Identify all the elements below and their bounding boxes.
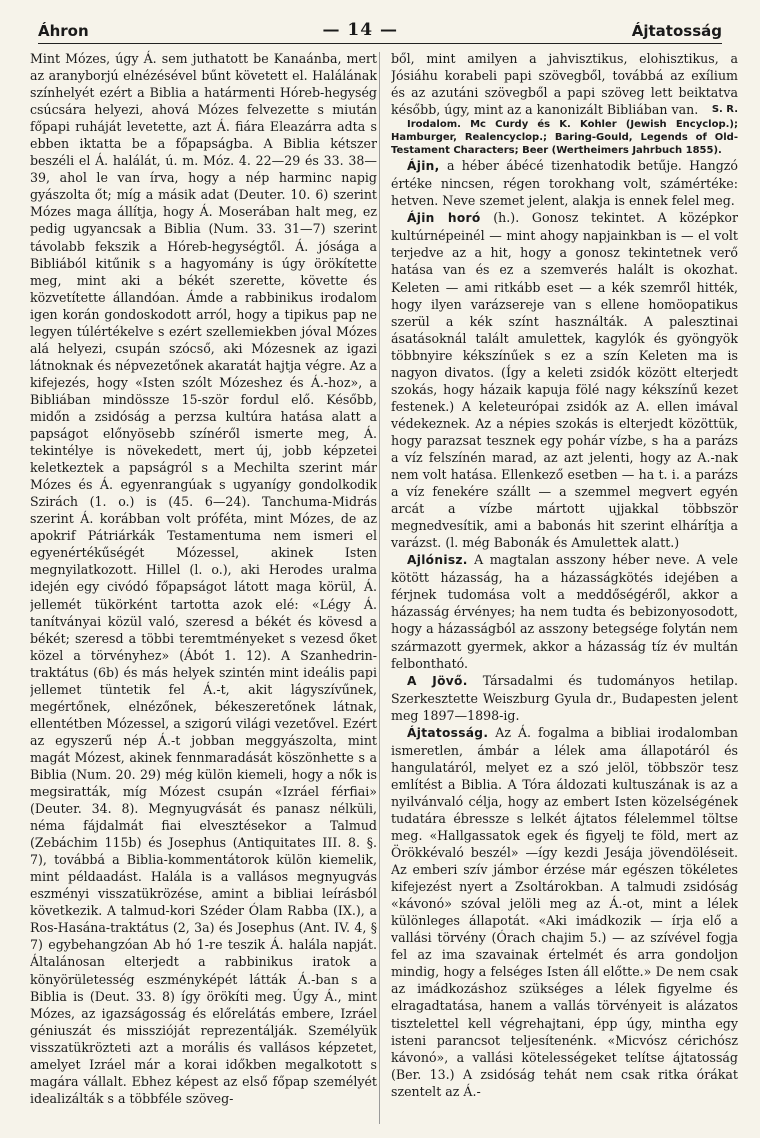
entry-headword: Ájin, bbox=[407, 159, 440, 174]
entry-text: Az Á. fogalma a bibliai irodalomban ismeretlen, ámbár a lélek ama állapotáról és hangulatáról, melyet ez a szó jelöl, többször tesz említést a Biblia. A Tóra áldozati kultuszának is az a nyilvánvaló célja, hogy az embert Isten közelségének tudatára ébressze s lelkét ájtatos félelemmel töltse meg. «Hallgassatok egek és figyelj te föld, mert az Örökkévaló beszél» —így kezdi Jesája jövendöléseit. Az emberi szív jámbor érzése már egészen tökéletes kifejezést nyert a Zsoltárokban. A talmudi zsidóság «kávonó» szóval jelöli meg az Á.-ot, mint a lélek különleges állapotát. «Aki imádkozik — írja elő a vallási törvény (Órach chajim 5.) — az szívével fogja fel az ima szavainak értelmét és arra gondoljon mindig, hogy a felséges Isten áll előtte.» De nem csak az imádkozáshoz szükséges a lélek figyelme és elragadtatása, hanem a vallás törvényeit is alázatos tisztelettel kell végrehajtani, épp úgy, mintha egy isteni parancsot teljesítenénk. «Micvósz cérichósz kávonó», a vallási kötelességeket telítse ájtatosság (Ber. 13.) A zsidóság tehát nem csak ritka órákat szentelt az Á.- bbox=[391, 724, 738, 1099]
entry-headword: A Jövő. bbox=[407, 673, 468, 688]
paragraph-text: Mint Mózes, úgy Á. sem juthatott be Kanaánba, mert az aranyborjú elnézésével bűnt követett el. Halálának színhelyét ezért a Biblia a határmenti Hóreb-hegység csúcsára helyezi, ahová Mózes felvezette s miután főpapi ruháját levetette, azt Á. fiára Eleazárra adta s ebben iktatta be a főpapságba. A Biblia kétszer beszéli el Á. halálát, ú. m. Móz. 4. 22—29 és 33. 38—39, ahol le van írva, hogy a nép harminc napig gyászolta őt; míg a másik adat (Deuter. 10. 6) szerint Mózes maga állítja, hogy Á. Moserában halt meg, ez pedig ugyancsak a Biblia (Num. 33. 31—7) szerint távolabb fekszik a Hóreb-hegységtől. Á. jósága a Bibliából kitűnik s a hagyomány is úgy örökítette meg, mint aki a békét szerette, követte és közvetítette állandóan. Ámde a rabbinikus irodalom igen korán gondoskodott arról, hogy a tipikus pap ne legyen túlértékelve s ezért szellemiekben jóval Mózes alá helyezi, csupán szócső, aki Mózesnek az igazi látnoknak és népvezetőnek akaratát hajtja végre. Az a kifejezés, hogy «Isten szólt Mózeshez és Á.-hoz», a Bibliában mindössze 15-ször fordul elő. Később, midőn a zsidóság a perzsa kultúra hatása alatt a papságot előnyösebb színéről ismerte meg, Á. tekintélye is növekedett, mert új, jobb képzetei keletkeztek a papságról s a Mechilta szerint már Mózes és Á. egyenrangúak s ugyanígy gondolkodik Szirách (1. o.) is (45. 6—24). Tanchuma-Midrás szerint Á. korábban volt próféta, mint Mózes, de az apokrif Pátriárkák Testamentuma nem ismeri el egyenértékűségét Mózessel, akinek Isten megnyilatkozott. Hillel (l. o.), aki Herodes uralma idején egy civódó főpapságot látott maga körül, Á. jellemét tükörként tartotta azok elé: «Légy Á. tanítványai közül való, szeresd a békét és kövesd a békét; szeresd a többi teremtményeket s vezesd őket közel a törvényhez» (Ábót 1. 12). A Szanhedrin-traktátus (6b) és más helyek szintén mint ideális papi jellemet tüntetik fel Á.-t, akit lágyszívűnek, megértőnek, elnézőnek, békeszeretőnek látnak, ellentétben Mózessel, a szigorú világi vezetővel. Ezért az egyszerű nép Á.-t jobban meggyászolta, mint magát Mózest, akinek fennmaradását köszönhette s a Biblia (Num. 20. 29) még külön kiemeli, hogy a nők is megsiratták, míg Mózest csupán «Izráel férfiai» (Deuter. 34. 8). Megnyugvását és panasz nélküli, néma fájdalmát fiai elvesztésekor a Talmud (Zebáchim 115b) és Josephus (Antiquitates III. 8. §. 7), továbbá a Biblia-kommentátorok külön kiemelik, mint példaadást. Halála is a vallásos megnyugvás eszményi visszatükrözése, amint a bibliai leírásból következik. A talmud-kori Széder Ólam Rabba (IX.), a Ros-Hasána-traktátus (2, 3a) és Josephus (Ant. IV. 4, § 7) egybehangzóan Ab hó 1-re teszik Á. halála napját. Általánosan elterjedt a rabbinikus iratok a könyörületesség eszményképét látták Á.-ban s a Biblia is (Deut. 33. 8) így örökíti meg. Úgy Á., mint Mózes, az igazságosság és előrelátás embere, Izráel géniuszát és misszióját reprezentálják. Személyük visszatükrözteti azt a morális és vallásos képzetet, amelyet Izráel már a korai időkben megalkotott s magára vállalt. Ebhez képest az első főpap személyét idealizálták s a többféle szöveg- bbox=[30, 51, 377, 1106]
entry-headword: Ájtatosság. bbox=[407, 725, 489, 740]
lexicon-entry bbox=[391, 724, 738, 1100]
page-header bbox=[38, 14, 722, 40]
lexicon-entry bbox=[391, 209, 738, 551]
continued-paragraph bbox=[391, 50, 738, 118]
page-number: — 14 — bbox=[322, 20, 398, 40]
author-signature: S. R. bbox=[711, 104, 738, 116]
entry-text: (h.). Gonosz tekintet. A középkor kultúrnépeinél — mint ahogy napjainkban is — el volt terjedve az a hit, hogy a gonosz tekintetnek verő hatása van és ez a szemverés halált is okozhat. Keleten — ami ritkább eset — a kék szemről hitték, hogy ilyen varázsereje van s ellene homöopatikus szerül a kék színt használták. A palesztinai ásatásoknál talált amulettek, kagylók és gyöngyök többnyire kékszínűek s ez a szín Keleten ma is nagyon divatos. (Így a keleti zsidók között elterjedt szokás, hogy házaik kapuja fölé nagy kékszínű kezet festenek.) A keleteurópai zsidók az A. ellen imával védekeznek. Az a népies szokás is elterjedt közöttük, hogy parazsat tesznek egy pohár vízbe, s ha a parázs a víz felszínén marad, az azt jelenti, hogy az A.-nak nem volt hatása. Ellenkező esetben — ha t. i. a parázs a víz fenekére szállt — a szemmel megvert egyén arcát a vízbe mártott ujjakkal többször megnedvesítik, ami a babonás hit szerint elhárítja a varázst. (l. még Babonák és Amulettek alatt.) bbox=[391, 210, 738, 551]
right-column bbox=[391, 50, 738, 1128]
lexicon-entry bbox=[391, 672, 738, 724]
entry-text: Társadalmi és tudományos hetilap. Szerkesztette Weiszburg Gyula dr., Budapesten jelent meg 1897—1898-ig. bbox=[391, 672, 738, 723]
lexicon-entry bbox=[391, 551, 738, 671]
continued-paragraph bbox=[30, 50, 377, 1107]
paragraph-text: ből, mint amilyen a jahvisztikus, elohisztikus, a Jósiáhu korabeli papi szövegből, továbbá az exílium és az azutáni szövegből a papi szöveg lett beiktatva később, úgy, mint az a kanonizált Bibliában van. bbox=[391, 51, 738, 118]
header-left-keyword: Áhron bbox=[38, 22, 89, 40]
lexicon-entry bbox=[391, 157, 738, 209]
entry-headword: Ájin horó bbox=[407, 211, 481, 226]
left-column bbox=[30, 50, 377, 1128]
entry-text: A magtalan asszony héber neve. A vele kötött házasság, ha a házasságkötés idejében a férjnek tudomása volt a meddőségéről, akkor a házasság érvényes; ha nem tudta és bebizonyosodott, hogy a házasságból az asszony betegsége folytán nem származott gyermek, akkor a házasság tíz év multán felbontható. bbox=[391, 552, 738, 671]
header-rule bbox=[38, 43, 722, 44]
text-columns bbox=[30, 50, 738, 1128]
header-right-keyword: Ájtatosság bbox=[631, 22, 722, 40]
bibliography-note: Irodalom. Mc Curdy és K. Kohler (Jewish Encyclop.); Hamburger, Realencyclop.; Baring-Gould, Legends of Old-Testament Characters; Beer (Wertheimers Jahrbuch 1855). bbox=[391, 119, 738, 157]
entry-text: a héber ábécé tizenhatodik betűje. Hangzó értéke nincsen, régen torokhang volt, számértéke: hetven. Neve szemet jelent, alakja is ennek felel meg. bbox=[391, 158, 738, 209]
entry-headword: Ajlónisz. bbox=[407, 553, 468, 568]
